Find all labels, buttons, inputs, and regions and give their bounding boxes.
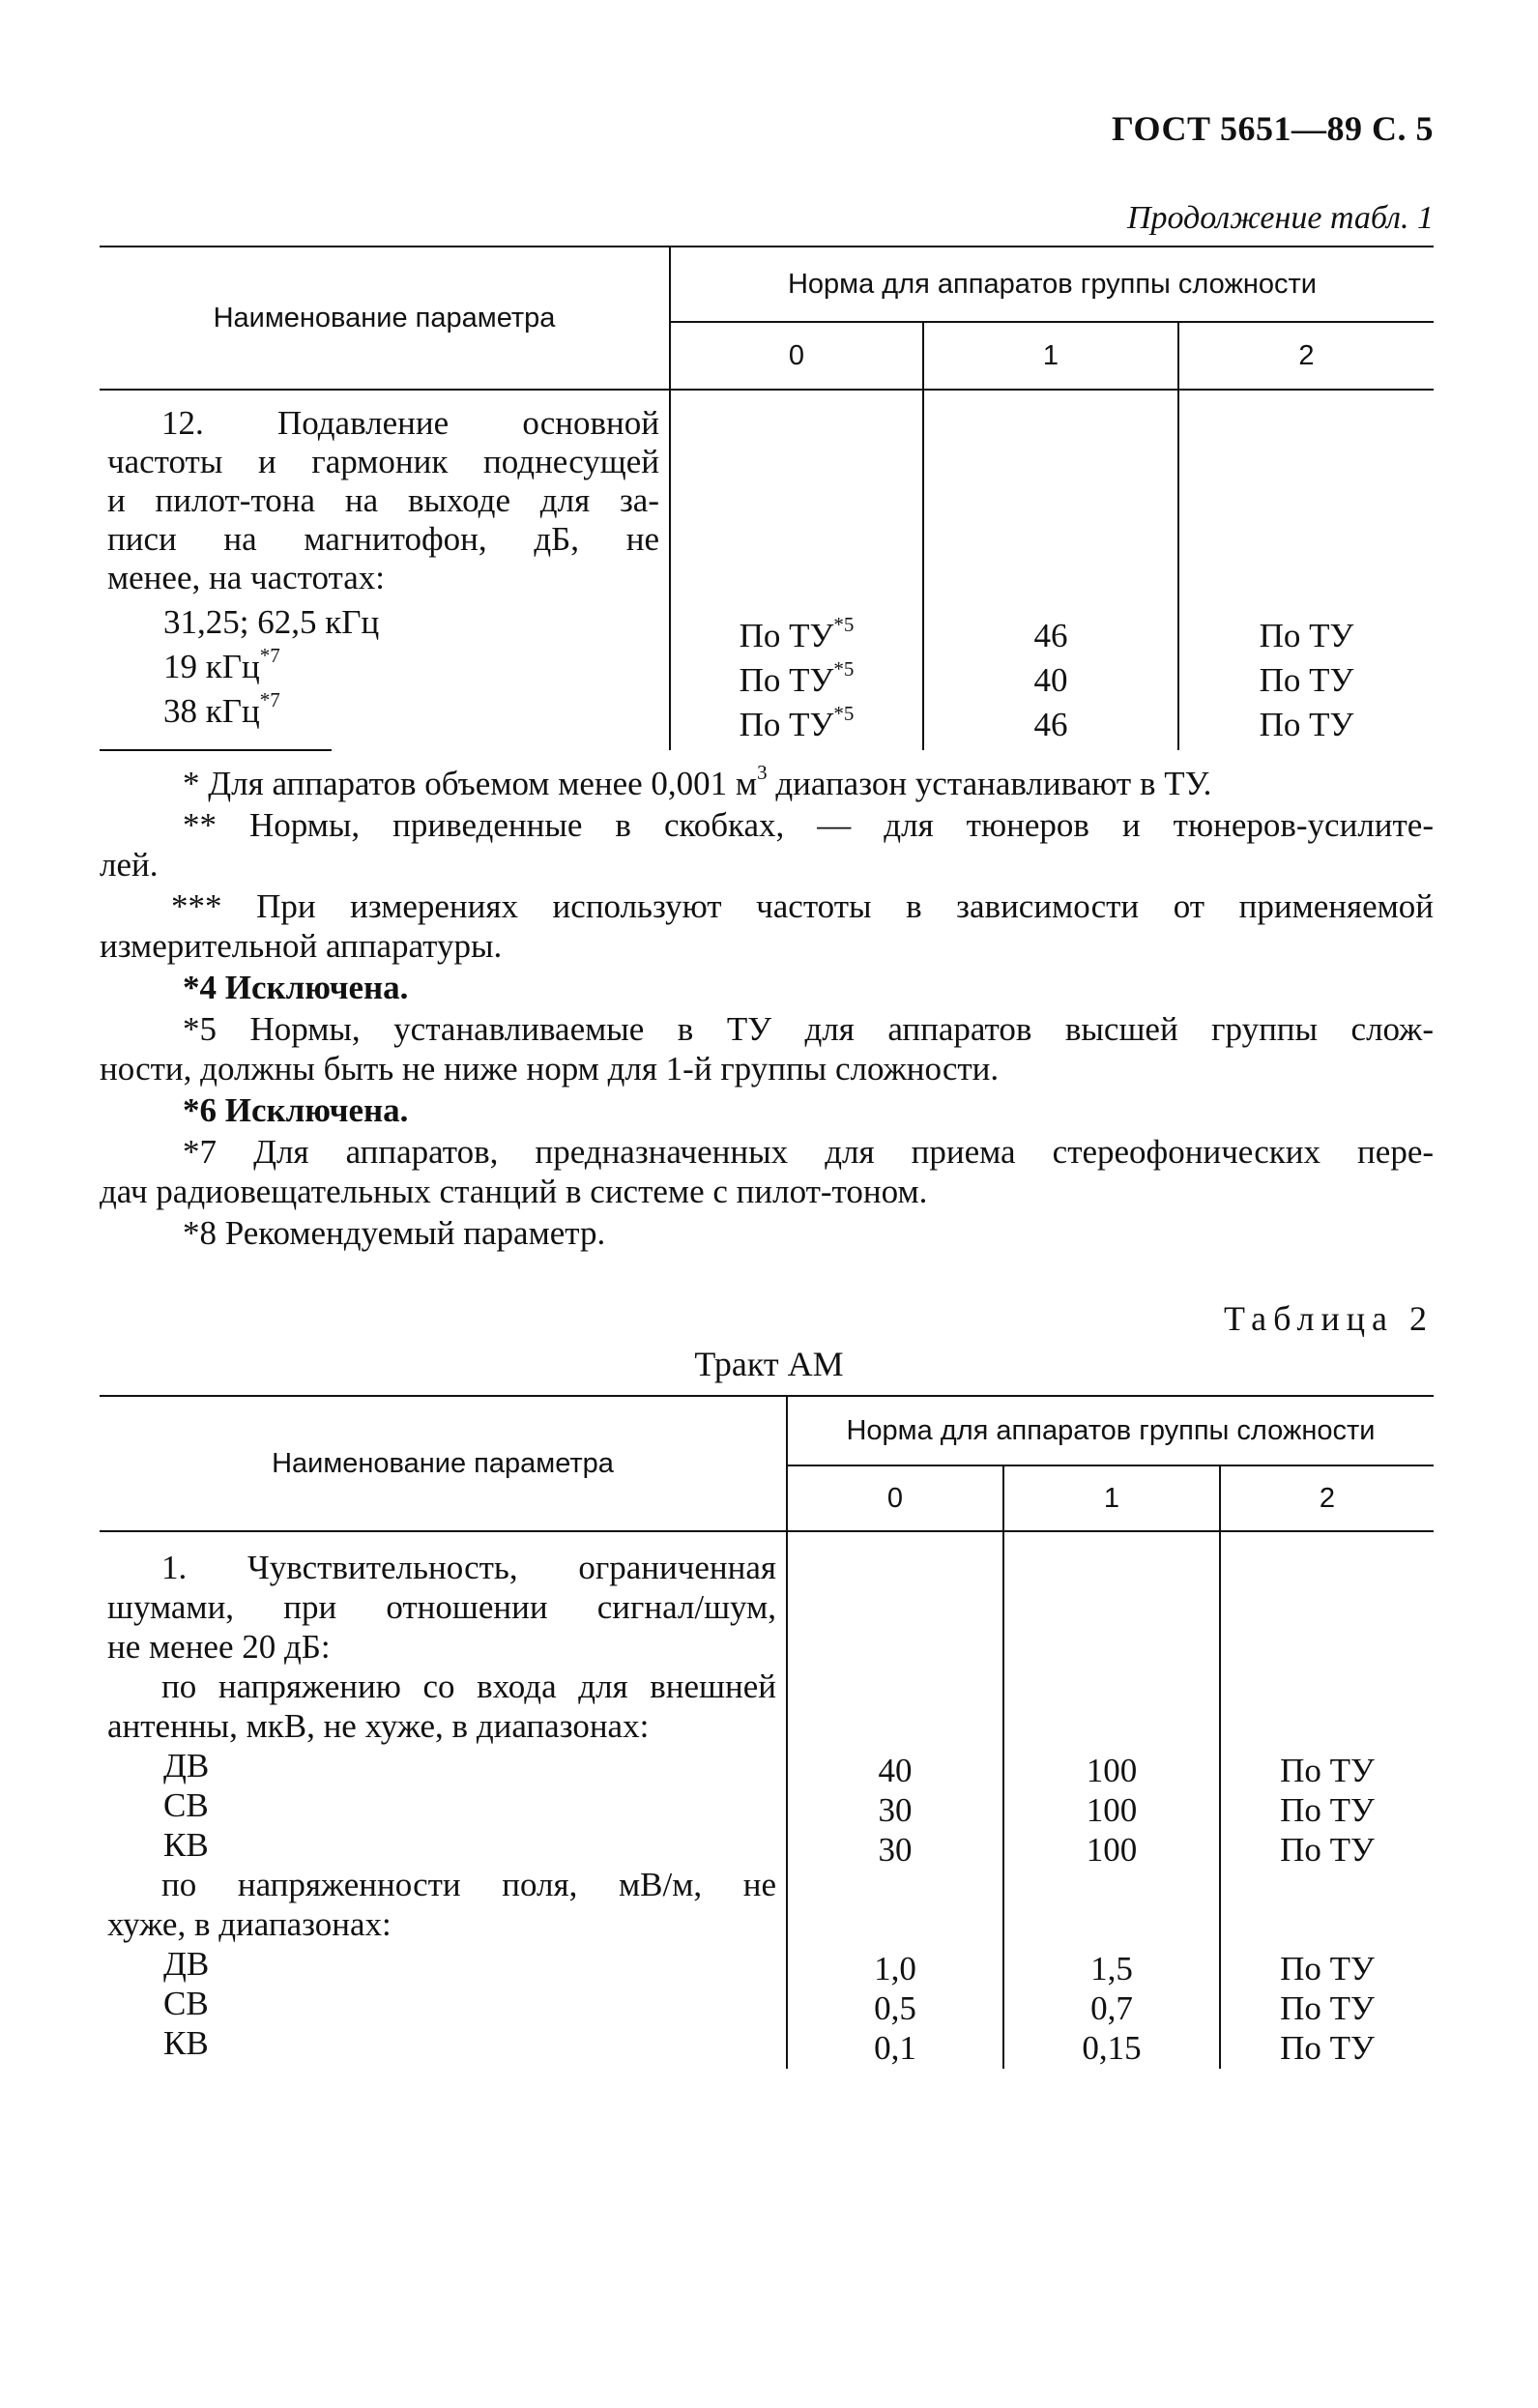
table-2 — [100, 1395, 1434, 2069]
footnote-divider — [100, 749, 332, 751]
table-cell: По ТУ — [1259, 706, 1354, 743]
footnote: *5 Нормы, устанавливаемые в ТУ для аппаратов высшей группы слож- ности, должны быть не ниже норм для 1-й группы сложности. — [100, 1010, 1434, 1088]
table-cell: По ТУ$^{*5}$ — [739, 657, 855, 699]
footnote: ** Нормы, приведенные в скобках, — для тюнеров и тюнеров-усилите- лей. — [100, 806, 1434, 884]
param-1-cell — [100, 1531, 787, 2069]
table-cell: 30 — [878, 1831, 913, 1869]
param-1-line: шумами, при отношении сигнал/шум, — [107, 1588, 776, 1626]
col-0-values — [787, 1531, 1003, 2069]
table-cell: 100 — [1086, 1791, 1138, 1829]
col-2-values — [1178, 390, 1434, 750]
param-12-cell — [100, 390, 670, 750]
table-cell: 100 — [1086, 1752, 1138, 1789]
table-row-label: ДВ — [163, 1747, 210, 1784]
table-cell: 40 — [878, 1752, 913, 1789]
param-12-line: частоты и гармоник поднесущей — [107, 443, 659, 480]
col-header-0: 0 — [670, 322, 923, 390]
table-cell: По ТУ$^{*5}$ — [739, 613, 855, 654]
table-cell: 1,5 — [1090, 1950, 1133, 1987]
col-header-2: 2 — [1220, 1465, 1434, 1531]
col-2-values — [1220, 1531, 1434, 2069]
page-header: ГОСТ 5651—89 С. 5 — [1112, 109, 1434, 148]
table-cell: 0,5 — [874, 1989, 916, 2027]
table-cell: 1,0 — [874, 1950, 916, 1987]
table-2-title: Тракт АМ — [694, 1345, 844, 1383]
param-1-line: антенны, мкВ, не хуже, в диапазонах: — [107, 1707, 650, 1745]
footnote: *6 Исключена. — [183, 1091, 409, 1129]
param-1-line: по напряженности поля, мВ/м, не — [161, 1866, 776, 1903]
param-12-line: менее, на частотах: — [107, 559, 386, 596]
table-cell: По ТУ — [1259, 617, 1354, 654]
table-cell: По ТУ — [1259, 661, 1354, 699]
table-cell: 0,1 — [874, 2029, 916, 2067]
param-name-header: Наименование параметра — [100, 1396, 787, 1531]
table-row-label: 38 кГц$^{*7}$ — [163, 688, 280, 730]
param-1-line: 1. Чувствительность, ограниченная — [161, 1549, 776, 1586]
table-row-label: 31,25; 62,5 кГц — [163, 603, 380, 641]
param-name-header: Наименование параметра — [100, 247, 670, 390]
table-row-label: СВ — [163, 1985, 209, 2022]
param-12-line: 12. Подавление основной — [161, 404, 659, 442]
table-cell: По ТУ — [1280, 1752, 1375, 1789]
table-row-label: СВ — [163, 1786, 209, 1824]
norm-header: Норма для аппаратов группы сложности — [787, 1396, 1434, 1465]
table-row-label: ДВ — [163, 1945, 210, 1983]
table-cell: 0,15 — [1082, 2029, 1142, 2067]
table-1 — [100, 246, 1434, 750]
table-cell: 40 — [1033, 661, 1068, 699]
table-cell: По ТУ — [1280, 1791, 1375, 1829]
col-header-1: 1 — [1003, 1465, 1220, 1531]
norm-header: Норма для аппаратов группы сложности — [670, 247, 1434, 322]
table-cell: 100 — [1086, 1831, 1138, 1869]
footnote: *4 Исключена. — [183, 969, 409, 1006]
col-header-1: 1 — [923, 322, 1178, 390]
table-cell: 30 — [878, 1791, 913, 1829]
table-row-label: КВ — [163, 1826, 209, 1864]
table-cell: По ТУ$^{*5}$ — [739, 702, 855, 743]
table-cell: 0,7 — [1090, 1989, 1133, 2027]
table-row-label: 19 кГц$^{*7}$ — [163, 644, 280, 685]
table-cell: По ТУ — [1280, 1831, 1375, 1869]
table-continuation-label: Продолжение табл. 1 — [1126, 200, 1434, 236]
col-header-0: 0 — [787, 1465, 1003, 1531]
col-header-2: 2 — [1178, 322, 1434, 390]
footnote: *** При измерениях используют частоты в зависимости от применяемой измерительной аппаратуры. — [100, 887, 1434, 965]
param-1-line: не менее 20 дБ: — [107, 1628, 331, 1666]
footnotes — [100, 761, 1435, 1253]
table-row-label: КВ — [163, 2024, 209, 2062]
table-cell: По ТУ — [1280, 1950, 1375, 1987]
table-cell: 46 — [1033, 706, 1068, 743]
param-1-line: хуже, в диапазонах: — [107, 1905, 392, 1943]
footnote: *8 Рекомендуемый параметр. — [183, 1214, 606, 1252]
table-cell: По ТУ — [1280, 2029, 1375, 2067]
col-1-values — [923, 390, 1178, 750]
table-cell: 46 — [1033, 617, 1068, 654]
table-cell: По ТУ — [1280, 1989, 1375, 2027]
table-2-label: Таблица 2 — [1224, 1299, 1434, 1338]
param-1-line: по напряжению со входа для внешней — [161, 1668, 776, 1705]
col-0-values — [670, 390, 923, 750]
footnote: * Для аппаратов объемом менее 0,001 $м^3$ диапазон устанавливают в ТУ. — [183, 761, 1212, 802]
param-12-line: и пилот-тона на выходе для за- — [107, 481, 659, 519]
col-1-values — [1003, 1531, 1220, 2069]
footnote: *7 Для аппаратов, предназначенных для приема стереофонических пере- дач радиовещательных станций в системе с пилот-тоном. — [100, 1133, 1435, 1210]
param-12-line: писи на магнитофон, дБ, не — [107, 520, 659, 558]
